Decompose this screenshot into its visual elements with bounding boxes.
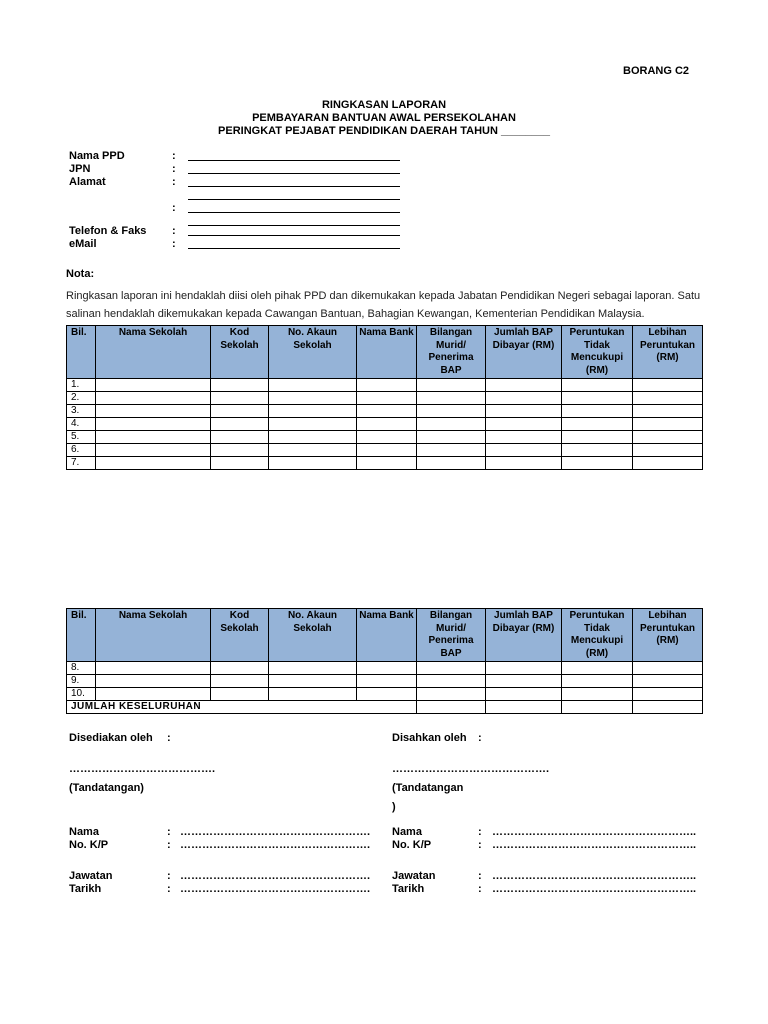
approved-by-label: Disahkan oleh <box>392 732 467 744</box>
cell[interactable] <box>269 675 357 688</box>
header-nama-bank: Nama Bank <box>357 609 417 662</box>
cell[interactable] <box>269 379 357 392</box>
cell[interactable] <box>96 379 211 392</box>
cell[interactable] <box>562 405 633 418</box>
cell[interactable] <box>269 405 357 418</box>
header-nama-bank: Nama Bank <box>357 326 417 379</box>
jawatan-label-left: Jawatan <box>69 870 113 882</box>
label-jpn: JPN <box>69 163 91 175</box>
field-alamat-2[interactable] <box>188 199 400 200</box>
cell[interactable] <box>269 688 357 701</box>
header-no-akaun: No. Akaun Sekolah <box>269 326 357 379</box>
total-row <box>67 701 703 714</box>
cell[interactable] <box>211 688 269 701</box>
cell[interactable] <box>357 688 417 701</box>
signature-line-left[interactable]: …………………………………. <box>69 763 216 775</box>
cell[interactable] <box>96 431 211 444</box>
field-alamat-4[interactable] <box>188 225 400 226</box>
table-row <box>67 457 703 470</box>
cell[interactable] <box>562 701 633 714</box>
cell[interactable] <box>633 418 703 431</box>
tarikh-label-right: Tarikh <box>392 883 425 895</box>
row-number: 6. <box>67 444 96 457</box>
cell[interactable] <box>486 444 562 457</box>
table-row <box>67 431 703 444</box>
cell[interactable] <box>486 701 562 714</box>
tarikh-field-right[interactable]: ……………………………………………….. <box>492 883 697 895</box>
cell[interactable] <box>96 418 211 431</box>
colon: : <box>478 883 482 895</box>
label-alamat: Alamat <box>69 176 106 188</box>
cell[interactable] <box>357 431 417 444</box>
nokp-label-left: No. K/P <box>69 839 109 851</box>
header-lebihan-peruntukan: Lebihan Peruntukan (RM) <box>633 609 703 662</box>
cell[interactable] <box>269 392 357 405</box>
cell[interactable] <box>486 675 562 688</box>
title-line-1: RINGKASAN LAPORAN <box>321 99 447 111</box>
cell[interactable] <box>96 392 211 405</box>
header-jumlah-bap: Jumlah BAP Dibayar (RM) <box>486 326 562 379</box>
cell[interactable] <box>269 662 357 675</box>
cell[interactable] <box>417 431 486 444</box>
row-number: 7. <box>67 457 96 470</box>
cell[interactable] <box>486 457 562 470</box>
label-telefon: Telefon & Faks <box>69 225 147 237</box>
table-row <box>67 688 703 701</box>
header-no-akaun: No. Akaun Sekolah <box>269 609 357 662</box>
cell[interactable] <box>486 662 562 675</box>
cell[interactable] <box>417 688 486 701</box>
cell[interactable] <box>357 405 417 418</box>
cell[interactable] <box>562 379 633 392</box>
header-bilangan-murid: Bilangan Murid/ Penerima BAP <box>417 326 486 379</box>
cell[interactable] <box>486 418 562 431</box>
colon: : <box>172 150 176 162</box>
cell[interactable] <box>96 457 211 470</box>
field-nama-ppd[interactable] <box>188 160 400 161</box>
colon: : <box>167 870 171 882</box>
cell[interactable] <box>633 405 703 418</box>
cell[interactable] <box>96 405 211 418</box>
total-label: JUMLAH KESELURUHAN <box>67 701 417 714</box>
colon: : <box>167 826 171 838</box>
cell[interactable] <box>562 662 633 675</box>
field-alamat-1[interactable] <box>188 186 400 187</box>
cell[interactable] <box>211 379 269 392</box>
row-number: 9. <box>67 675 96 688</box>
header-bil: Bil. <box>67 609 96 662</box>
label-nama-ppd: Nama PPD <box>69 150 125 162</box>
cell[interactable] <box>357 392 417 405</box>
row-number: 1. <box>67 379 96 392</box>
colon: : <box>172 225 176 237</box>
tandatangan-label-left: (Tandatangan) <box>69 782 144 794</box>
header-nama-sekolah: Nama Sekolah <box>96 326 211 379</box>
colon: : <box>478 826 482 838</box>
header-bilangan-murid: Bilangan Murid/ Penerima BAP <box>417 609 486 662</box>
table-row <box>67 379 703 392</box>
colon: : <box>167 839 171 851</box>
header-bil: Bil. <box>67 326 96 379</box>
nama-label-left: Nama <box>69 826 99 838</box>
cell[interactable] <box>357 675 417 688</box>
report-table-1 <box>66 325 703 470</box>
signature-line-right[interactable]: ……………………………………. <box>392 763 550 775</box>
tarikh-label-left: Tarikh <box>69 883 102 895</box>
colon: : <box>172 163 176 175</box>
header-peruntukan-tidak-mencukupi: Peruntukan Tidak Mencukupi (RM) <box>562 326 633 379</box>
title-line-2: PEMBAYARAN BANTUAN AWAL PERSEKOLAHAN <box>252 112 516 124</box>
cell[interactable] <box>96 444 211 457</box>
cell[interactable] <box>633 675 703 688</box>
cell[interactable] <box>633 457 703 470</box>
header-kod-sekolah: Kod Sekolah <box>211 326 269 379</box>
cell[interactable] <box>269 444 357 457</box>
cell[interactable] <box>96 662 211 675</box>
cell[interactable] <box>633 379 703 392</box>
row-number: 3. <box>67 405 96 418</box>
table-row <box>67 444 703 457</box>
cell[interactable] <box>211 457 269 470</box>
cell[interactable] <box>417 392 486 405</box>
cell[interactable] <box>562 688 633 701</box>
report-table-2 <box>66 608 703 714</box>
cell[interactable] <box>633 444 703 457</box>
cell[interactable] <box>633 688 703 701</box>
prepared-by-label: Disediakan oleh <box>69 732 153 744</box>
nota-heading: Nota: <box>66 268 95 280</box>
cell[interactable] <box>562 418 633 431</box>
cell[interactable] <box>96 688 211 701</box>
tandatangan-label-right: (Tandatangan <box>392 782 464 794</box>
nama-label-right: Nama <box>392 826 422 838</box>
cell[interactable] <box>633 701 703 714</box>
cell[interactable] <box>211 405 269 418</box>
nokp-label-right: No. K/P <box>392 839 432 851</box>
field-email[interactable] <box>188 248 400 249</box>
cell[interactable] <box>417 675 486 688</box>
cell[interactable] <box>417 405 486 418</box>
cell[interactable] <box>417 701 486 714</box>
row-number: 2. <box>67 392 96 405</box>
colon: : <box>167 732 171 744</box>
cell[interactable] <box>211 431 269 444</box>
row-number: 10. <box>67 688 96 701</box>
cell[interactable] <box>357 418 417 431</box>
cell[interactable] <box>211 675 269 688</box>
table-row <box>67 405 703 418</box>
field-jpn[interactable] <box>188 173 400 174</box>
cell[interactable] <box>357 457 417 470</box>
cell[interactable] <box>486 431 562 444</box>
cell[interactable] <box>357 379 417 392</box>
header-jumlah-bap: Jumlah BAP Dibayar (RM) <box>486 609 562 662</box>
cell[interactable] <box>269 457 357 470</box>
nota-text: Ringkasan laporan ini hendaklah diisi oleh pihak PPD dan dikemukakan kepada Jabatan Pendidikan Negeri sebagai laporan. Satu salinan hendaklah dikemukakan kepada Cawangan Bantuan, Bahagian Kewangan, Kementerian Pendidikan Malaysia. <box>66 290 701 320</box>
header-kod-sekolah: Kod Sekolah <box>211 609 269 662</box>
jawatan-label-right: Jawatan <box>392 870 436 882</box>
cell[interactable] <box>417 379 486 392</box>
cell[interactable] <box>562 457 633 470</box>
cell[interactable] <box>211 392 269 405</box>
cell[interactable] <box>562 444 633 457</box>
table-row <box>67 392 703 405</box>
row-number: 4. <box>67 418 96 431</box>
cell[interactable] <box>211 662 269 675</box>
tarikh-field-left[interactable]: ……………………………………………. <box>180 883 371 895</box>
table-row <box>67 675 703 688</box>
cell[interactable] <box>417 662 486 675</box>
table-row <box>67 662 703 675</box>
cell[interactable] <box>269 418 357 431</box>
cell[interactable] <box>486 405 562 418</box>
form-code: BORANG C2 <box>623 65 690 77</box>
row-number: 5. <box>67 431 96 444</box>
table-row <box>67 418 703 431</box>
nokp-field-left[interactable]: ……………………………………………. <box>180 839 371 851</box>
colon: : <box>172 202 176 214</box>
cell[interactable] <box>417 457 486 470</box>
header-nama-sekolah: Nama Sekolah <box>96 609 211 662</box>
header-peruntukan-tidak-mencukupi: Peruntukan Tidak Mencukupi (RM) <box>562 609 633 662</box>
cell[interactable] <box>269 431 357 444</box>
cell[interactable] <box>562 431 633 444</box>
colon: : <box>478 839 482 851</box>
cell[interactable] <box>633 431 703 444</box>
cell[interactable] <box>486 392 562 405</box>
field-alamat-3[interactable] <box>188 212 400 213</box>
nama-field-right[interactable]: ……………………………………………….. <box>492 826 697 838</box>
cell[interactable] <box>633 662 703 675</box>
jawatan-field-right[interactable]: ……………………………………………….. <box>492 870 697 882</box>
colon: : <box>172 238 176 250</box>
tandatangan-label-right-close: ) <box>392 801 396 813</box>
cell[interactable] <box>562 392 633 405</box>
colon: : <box>478 732 482 744</box>
cell[interactable] <box>96 675 211 688</box>
colon: : <box>172 176 176 188</box>
row-number: 8. <box>67 662 96 675</box>
cell[interactable] <box>486 688 562 701</box>
field-telefon[interactable] <box>188 235 400 236</box>
nama-field-left[interactable]: ……………………………………………. <box>180 826 371 838</box>
header-lebihan-peruntukan: Lebihan Peruntukan (RM) <box>633 326 703 379</box>
cell[interactable] <box>562 675 633 688</box>
title-line-3: PERINGKAT PEJABAT PENDIDIKAN DAERAH TAHUN ________ <box>218 125 550 137</box>
cell[interactable] <box>417 418 486 431</box>
cell[interactable] <box>633 392 703 405</box>
cell[interactable] <box>211 418 269 431</box>
nokp-field-right[interactable]: ……………………………………………….. <box>492 839 697 851</box>
label-email: eMail <box>69 238 97 250</box>
colon: : <box>167 883 171 895</box>
cell[interactable] <box>357 444 417 457</box>
jawatan-field-left[interactable]: ……………………………………………. <box>180 870 371 882</box>
cell[interactable] <box>357 662 417 675</box>
cell[interactable] <box>486 379 562 392</box>
cell[interactable] <box>211 444 269 457</box>
colon: : <box>478 870 482 882</box>
cell[interactable] <box>417 444 486 457</box>
